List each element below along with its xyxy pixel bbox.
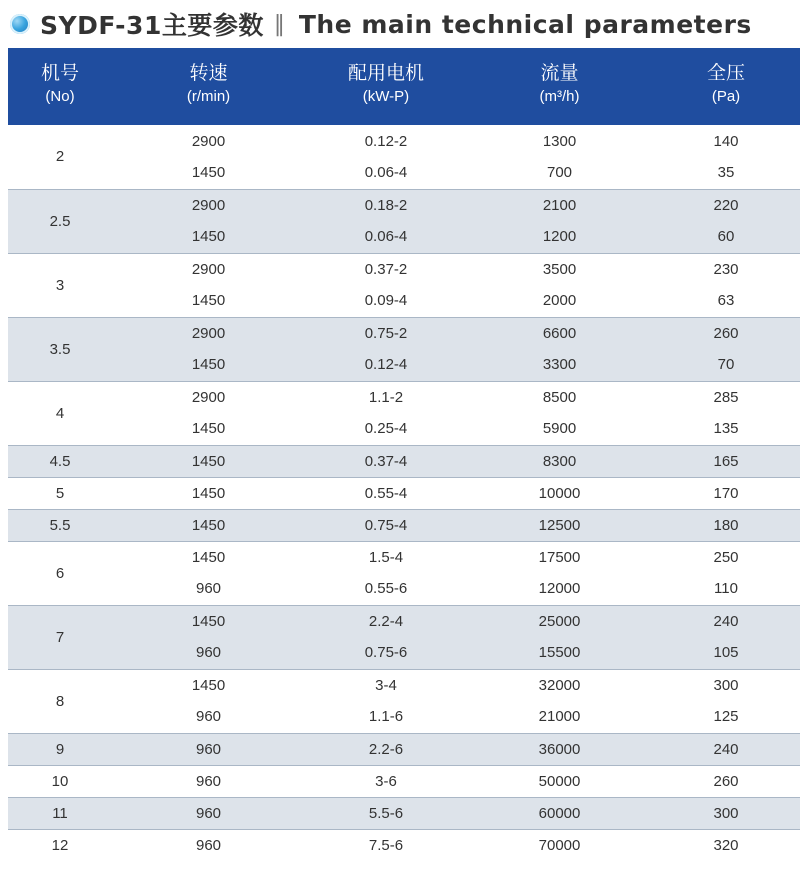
header-no [8,48,112,125]
header-pressure [652,48,800,125]
table-row [8,381,800,413]
table-row [8,669,800,701]
motor-cell: 1.1-6 [368,708,404,726]
motor-cell: 2.2-4 [305,605,467,637]
header-speed-cn: 转速 [189,62,228,84]
machine-no-cell: 9 [8,733,112,765]
table-row [8,637,800,669]
pressure-cell: 300 [652,797,800,829]
machine-no-cell: 2.5 [8,189,112,253]
motor-cell: 0.55-4 [305,477,467,509]
flow-cell: 60000 [467,797,652,829]
header-no-en: (No) [45,87,75,105]
speed-cell: 1450 [191,164,226,182]
machine-no-cell: 10 [8,765,112,797]
pressure-cell: 70 [652,349,800,381]
speed-cell: 1450 [112,477,305,509]
flow-cell: 5900 [542,420,577,438]
motor-cell: 0.75-6 [305,637,467,669]
pressure-cell: 285 [652,381,800,413]
machine-no-cell: 7 [8,605,112,669]
table-row [8,573,800,605]
table-row [8,477,800,509]
table-body [8,125,800,861]
machine-no-cell: 3.5 [8,317,112,381]
table-row [8,605,800,637]
pressure-cell: 170 [652,477,800,509]
table-row [8,541,800,573]
speed-cell: 1450 [112,605,305,637]
header-flow [467,48,652,125]
motor-cell: 0.37-4 [305,445,467,477]
header-speed [112,48,305,125]
pressure-cell: 260 [652,765,800,797]
speed-cell: 960 [112,733,305,765]
flow-cell: 70000 [467,829,652,861]
table-row [8,285,800,317]
flow-cell: 12000 [538,580,581,598]
speed-cell: 1450 [191,292,226,310]
header-motor [305,48,467,125]
motor-cell: 3-6 [305,765,467,797]
speed-cell: 960 [112,637,305,669]
pressure-cell: 110 [714,580,738,598]
flow-cell: 36000 [467,733,652,765]
speed-cell: 2900 [112,317,305,349]
motor-cell: 0.55-6 [364,580,408,598]
table-row [8,765,800,797]
speed-cell: 960 [112,829,305,861]
flow-cell: 8500 [467,381,652,413]
pressure-cell: 220 [652,189,800,221]
page-title [10,6,752,42]
speed-cell: 960 [112,797,305,829]
pressure-cell: 140 [713,132,739,150]
flow-cell: 12500 [467,509,652,541]
motor-cell: 2.2-6 [305,733,467,765]
table-row [8,445,800,477]
speed-cell: 2900 [112,381,305,413]
title-separator: ‖ [273,11,285,37]
machine-no-cell: 4 [8,381,112,445]
title-en: The main technical parameters [298,9,752,39]
pressure-cell: 300 [652,669,800,701]
motor-cell: 7.5-6 [305,829,467,861]
machine-no-cell: 4.5 [8,445,112,477]
speed-cell: 2900 [191,132,226,150]
pressure-cell: 240 [652,733,800,765]
table-row [8,349,800,381]
pressure-cell: 135 [713,420,739,438]
header-flow-cn: 流量 [540,62,579,84]
pressure-cell: 260 [652,317,800,349]
table-row [8,829,800,861]
table-row [8,189,800,221]
table-row [8,733,800,765]
machine-no-cell: 2 [55,148,65,166]
speed-cell: 1450 [112,509,305,541]
motor-cell: 1.5-4 [305,541,467,573]
flow-cell: 50000 [467,765,652,797]
table-row [8,253,800,285]
header-no-cn: 机号 [40,62,79,84]
flow-cell: 21000 [538,708,581,726]
motor-cell: 0.18-2 [305,189,467,221]
motor-cell: 0.75-4 [305,509,467,541]
pressure-cell: 35 [717,164,735,182]
speed-cell: 960 [195,580,222,598]
table-row [8,157,800,189]
speed-cell: 2900 [112,253,305,285]
motor-cell: 0.75-2 [305,317,467,349]
table-row [8,701,800,733]
pressure-cell: 180 [652,509,800,541]
table-header [8,48,800,125]
speed-cell: 1450 [112,221,305,253]
motor-cell: 0.25-4 [364,420,408,438]
flow-cell: 3500 [467,253,652,285]
pressure-cell: 105 [652,637,800,669]
motor-cell: 5.5-6 [305,797,467,829]
speed-cell: 1450 [112,445,305,477]
flow-cell: 10000 [467,477,652,509]
machine-no-cell: 12 [8,829,112,861]
flow-cell: 6600 [467,317,652,349]
speed-cell: 1450 [112,349,305,381]
header-flow-en: (m³/h) [539,87,580,105]
motor-cell: 0.09-4 [364,292,408,310]
flow-cell: 2100 [467,189,652,221]
motor-cell: 0.12-2 [364,132,408,150]
flow-cell: 32000 [467,669,652,701]
motor-cell: 1.1-2 [305,381,467,413]
flow-cell: 3300 [467,349,652,381]
speed-cell: 1450 [112,669,305,701]
motor-cell: 0.12-4 [305,349,467,381]
circle-bullet-icon [10,14,30,34]
header-pressure-cn: 全压 [706,62,745,84]
pressure-cell: 63 [717,292,735,310]
flow-cell: 1200 [467,221,652,253]
flow-cell: 8300 [467,445,652,477]
flow-cell: 2000 [542,292,577,310]
flow-cell: 25000 [467,605,652,637]
pressure-cell: 250 [652,541,800,573]
speed-cell: 960 [112,765,305,797]
flow-cell: 700 [546,164,573,182]
speed-cell: 1450 [191,420,226,438]
speed-cell: 960 [195,708,222,726]
machine-no-cell: 8 [8,669,112,733]
pressure-cell: 240 [652,605,800,637]
motor-cell: 0.06-4 [305,221,467,253]
speed-cell: 1450 [112,541,305,573]
flow-cell: 1300 [542,132,577,150]
motor-cell: 0.37-2 [305,253,467,285]
header-pressure-en: (Pa) [711,87,741,105]
pressure-cell: 320 [652,829,800,861]
motor-cell: 3-4 [305,669,467,701]
machine-no-cell: 11 [8,797,112,829]
pressure-cell: 165 [652,445,800,477]
machine-no-cell: 3 [8,253,112,317]
header-motor-cn: 配用电机 [347,62,424,84]
table-row [8,509,800,541]
machine-no-cell: 5 [8,477,112,509]
flow-cell: 17500 [467,541,652,573]
table-row [8,221,800,253]
header-speed-en: (r/min) [186,87,231,105]
table-row [8,317,800,349]
pressure-cell: 230 [652,253,800,285]
machine-no-cell: 5.5 [8,509,112,541]
table-row [8,413,800,445]
header-motor-en: (kW-P) [362,87,410,105]
table-row [8,797,800,829]
parameters-table [8,48,800,861]
motor-cell: 0.06-4 [364,164,408,182]
pressure-cell: 125 [713,708,739,726]
title-cn: SYDF-31主要参数 [40,11,264,40]
pressure-cell: 60 [652,221,800,253]
speed-cell: 2900 [112,189,305,221]
machine-no-cell: 6 [8,541,112,605]
flow-cell: 15500 [467,637,652,669]
table-row [8,125,800,157]
